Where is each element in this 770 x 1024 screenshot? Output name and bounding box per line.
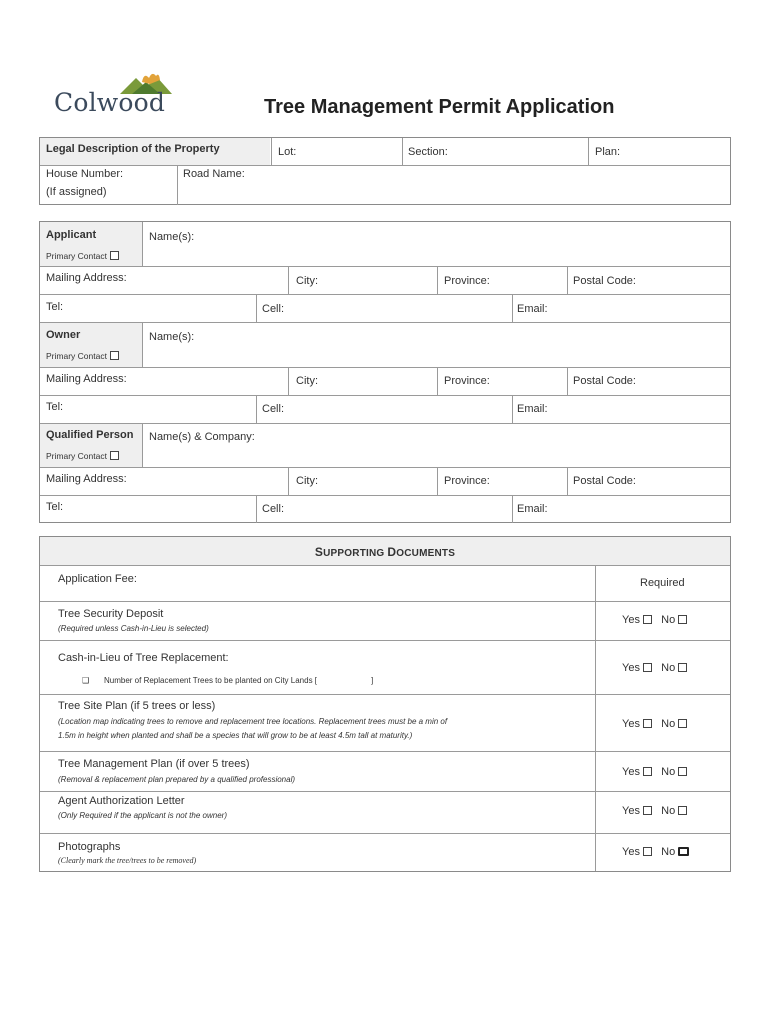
section-field[interactable]: Section: [408, 146, 448, 158]
photographs-label: Photographs [58, 841, 121, 853]
owner-email-field[interactable]: Email: [517, 403, 548, 415]
applicant-names-field[interactable]: Name(s): [149, 231, 195, 243]
qualified-names-company-field[interactable]: Name(s) & Company: [149, 431, 255, 443]
application-fee-label: Application Fee: [58, 573, 137, 585]
owner-mailing-field[interactable]: Mailing Address: [46, 373, 127, 385]
tree-security-deposit-note: (Required unless Cash-in-Lieu is selected) [58, 624, 209, 633]
supporting-documents-table [39, 536, 731, 872]
road-name-field[interactable]: Road Name: [183, 168, 245, 180]
qualified-city-field[interactable]: City: [296, 475, 318, 487]
tree-management-plan-yes-no: Yes No [622, 766, 687, 778]
tree-management-plan-label: Tree Management Plan (if over 5 trees) [58, 758, 250, 770]
owner-label: Owner [46, 329, 81, 341]
legal-description-label: Legal Description of the Property [46, 143, 220, 155]
qualified-cell-field[interactable]: Cell: [262, 503, 285, 515]
plan-field[interactable]: Plan: [595, 146, 621, 158]
cash-in-lieu-yes-no: Yes No [622, 662, 687, 674]
qualified-person-label: Qualified Person [46, 429, 134, 441]
owner-primary-contact-checkbox[interactable] [110, 351, 119, 360]
house-number-field[interactable]: House Number: [46, 168, 124, 180]
supporting-documents-heading: SUPPORTING DOCUMENTS [314, 545, 456, 559]
tree-site-plan-yes-checkbox[interactable] [643, 719, 652, 728]
qualified-email-field[interactable]: Email: [517, 503, 548, 515]
owner-cell-field[interactable]: Cell: [262, 403, 285, 415]
applicant-primary-contact: Primary Contact [46, 251, 119, 261]
agent-authorization-label: Agent Authorization Letter [58, 795, 185, 807]
if-assigned-note: (If assigned) [46, 186, 107, 198]
agent-authorization-yes-no: Yes No [622, 805, 687, 817]
applicant-tel-field[interactable]: Tel: [46, 301, 64, 313]
tree-security-deposit-yes-checkbox[interactable] [643, 615, 652, 624]
tree-site-plan-no-checkbox[interactable] [678, 719, 687, 728]
lot-field[interactable]: Lot: [278, 146, 297, 158]
tree-site-plan-note-2: 1.5m in height when planted and shall be a species that will grow to be at least 4.5m tall at maturity.) [58, 731, 413, 740]
photographs-note: (Clearly mark the tree/trees to be removed) [58, 856, 197, 865]
tree-site-plan-yes-no: Yes No [622, 718, 687, 730]
property-table [39, 137, 731, 205]
replacement-trees-bullet: ❑ [82, 676, 90, 685]
qualified-tel-field[interactable]: Tel: [46, 501, 64, 513]
applicant-label: Applicant [46, 229, 97, 241]
logo-text: Colwood [54, 88, 166, 117]
photographs-yes-no: Yes No [622, 846, 689, 858]
owner-province-field[interactable]: Province: [444, 375, 490, 387]
applicant-email-field[interactable]: Email: [517, 303, 548, 315]
owner-primary-contact: Primary Contact [46, 351, 119, 361]
applicant-postal-field[interactable]: Postal Code: [573, 275, 636, 287]
owner-names-field[interactable]: Name(s): [149, 331, 195, 343]
applicant-cell-field[interactable]: Cell: [262, 303, 285, 315]
owner-tel-field[interactable]: Tel: [46, 401, 64, 413]
applicant-province-field[interactable]: Province: [444, 275, 490, 287]
qualified-postal-field[interactable]: Postal Code: [573, 475, 636, 487]
document-title: Tree Management Permit Application [264, 96, 615, 118]
qualified-province-field[interactable]: Province: [444, 475, 490, 487]
applicant-primary-contact-checkbox[interactable] [110, 251, 119, 260]
qualified-primary-contact-checkbox[interactable] [110, 451, 119, 460]
tree-site-plan-label: Tree Site Plan (if 5 trees or less) [58, 700, 216, 712]
tree-management-plan-yes-checkbox[interactable] [643, 767, 652, 776]
cash-in-lieu-yes-checkbox[interactable] [643, 663, 652, 672]
tree-management-plan-no-checkbox[interactable] [678, 767, 687, 776]
tree-site-plan-note: (Location map indicating trees to remove and replacement tree locations. Replacement trees must be a min of [58, 717, 448, 726]
photographs-yes-checkbox[interactable] [643, 847, 652, 856]
tree-security-deposit-yes-no: Yes No [622, 614, 687, 626]
owner-postal-field[interactable]: Postal Code: [573, 375, 636, 387]
applicant-city-field[interactable]: City: [296, 275, 318, 287]
qualified-mailing-field[interactable]: Mailing Address: [46, 473, 127, 485]
tree-security-deposit-label: Tree Security Deposit [58, 608, 164, 620]
cash-in-lieu-label: Cash-in-Lieu of Tree Replacement: [58, 652, 229, 664]
colwood-logo [54, 74, 174, 124]
tree-management-plan-note: (Removal & replacement plan prepared by a qualified professional) [58, 775, 296, 784]
replacement-trees-text: Number of Replacement Trees to be planted on City Lands [ [104, 676, 318, 685]
agent-authorization-note: (Only Required if the applicant is not the owner) [58, 811, 227, 820]
application-fee-status: Required [640, 577, 685, 589]
photographs-no-checkbox[interactable] [678, 847, 689, 856]
parties-table [39, 221, 731, 523]
tree-security-deposit-no-checkbox[interactable] [678, 615, 687, 624]
agent-authorization-no-checkbox[interactable] [678, 806, 687, 815]
cash-in-lieu-no-checkbox[interactable] [678, 663, 687, 672]
applicant-mailing-field[interactable]: Mailing Address: [46, 272, 127, 284]
replacement-trees-close: ] [371, 676, 374, 685]
agent-authorization-yes-checkbox[interactable] [643, 806, 652, 815]
owner-city-field[interactable]: City: [296, 375, 318, 387]
qualified-primary-contact: Primary Contact [46, 451, 119, 461]
